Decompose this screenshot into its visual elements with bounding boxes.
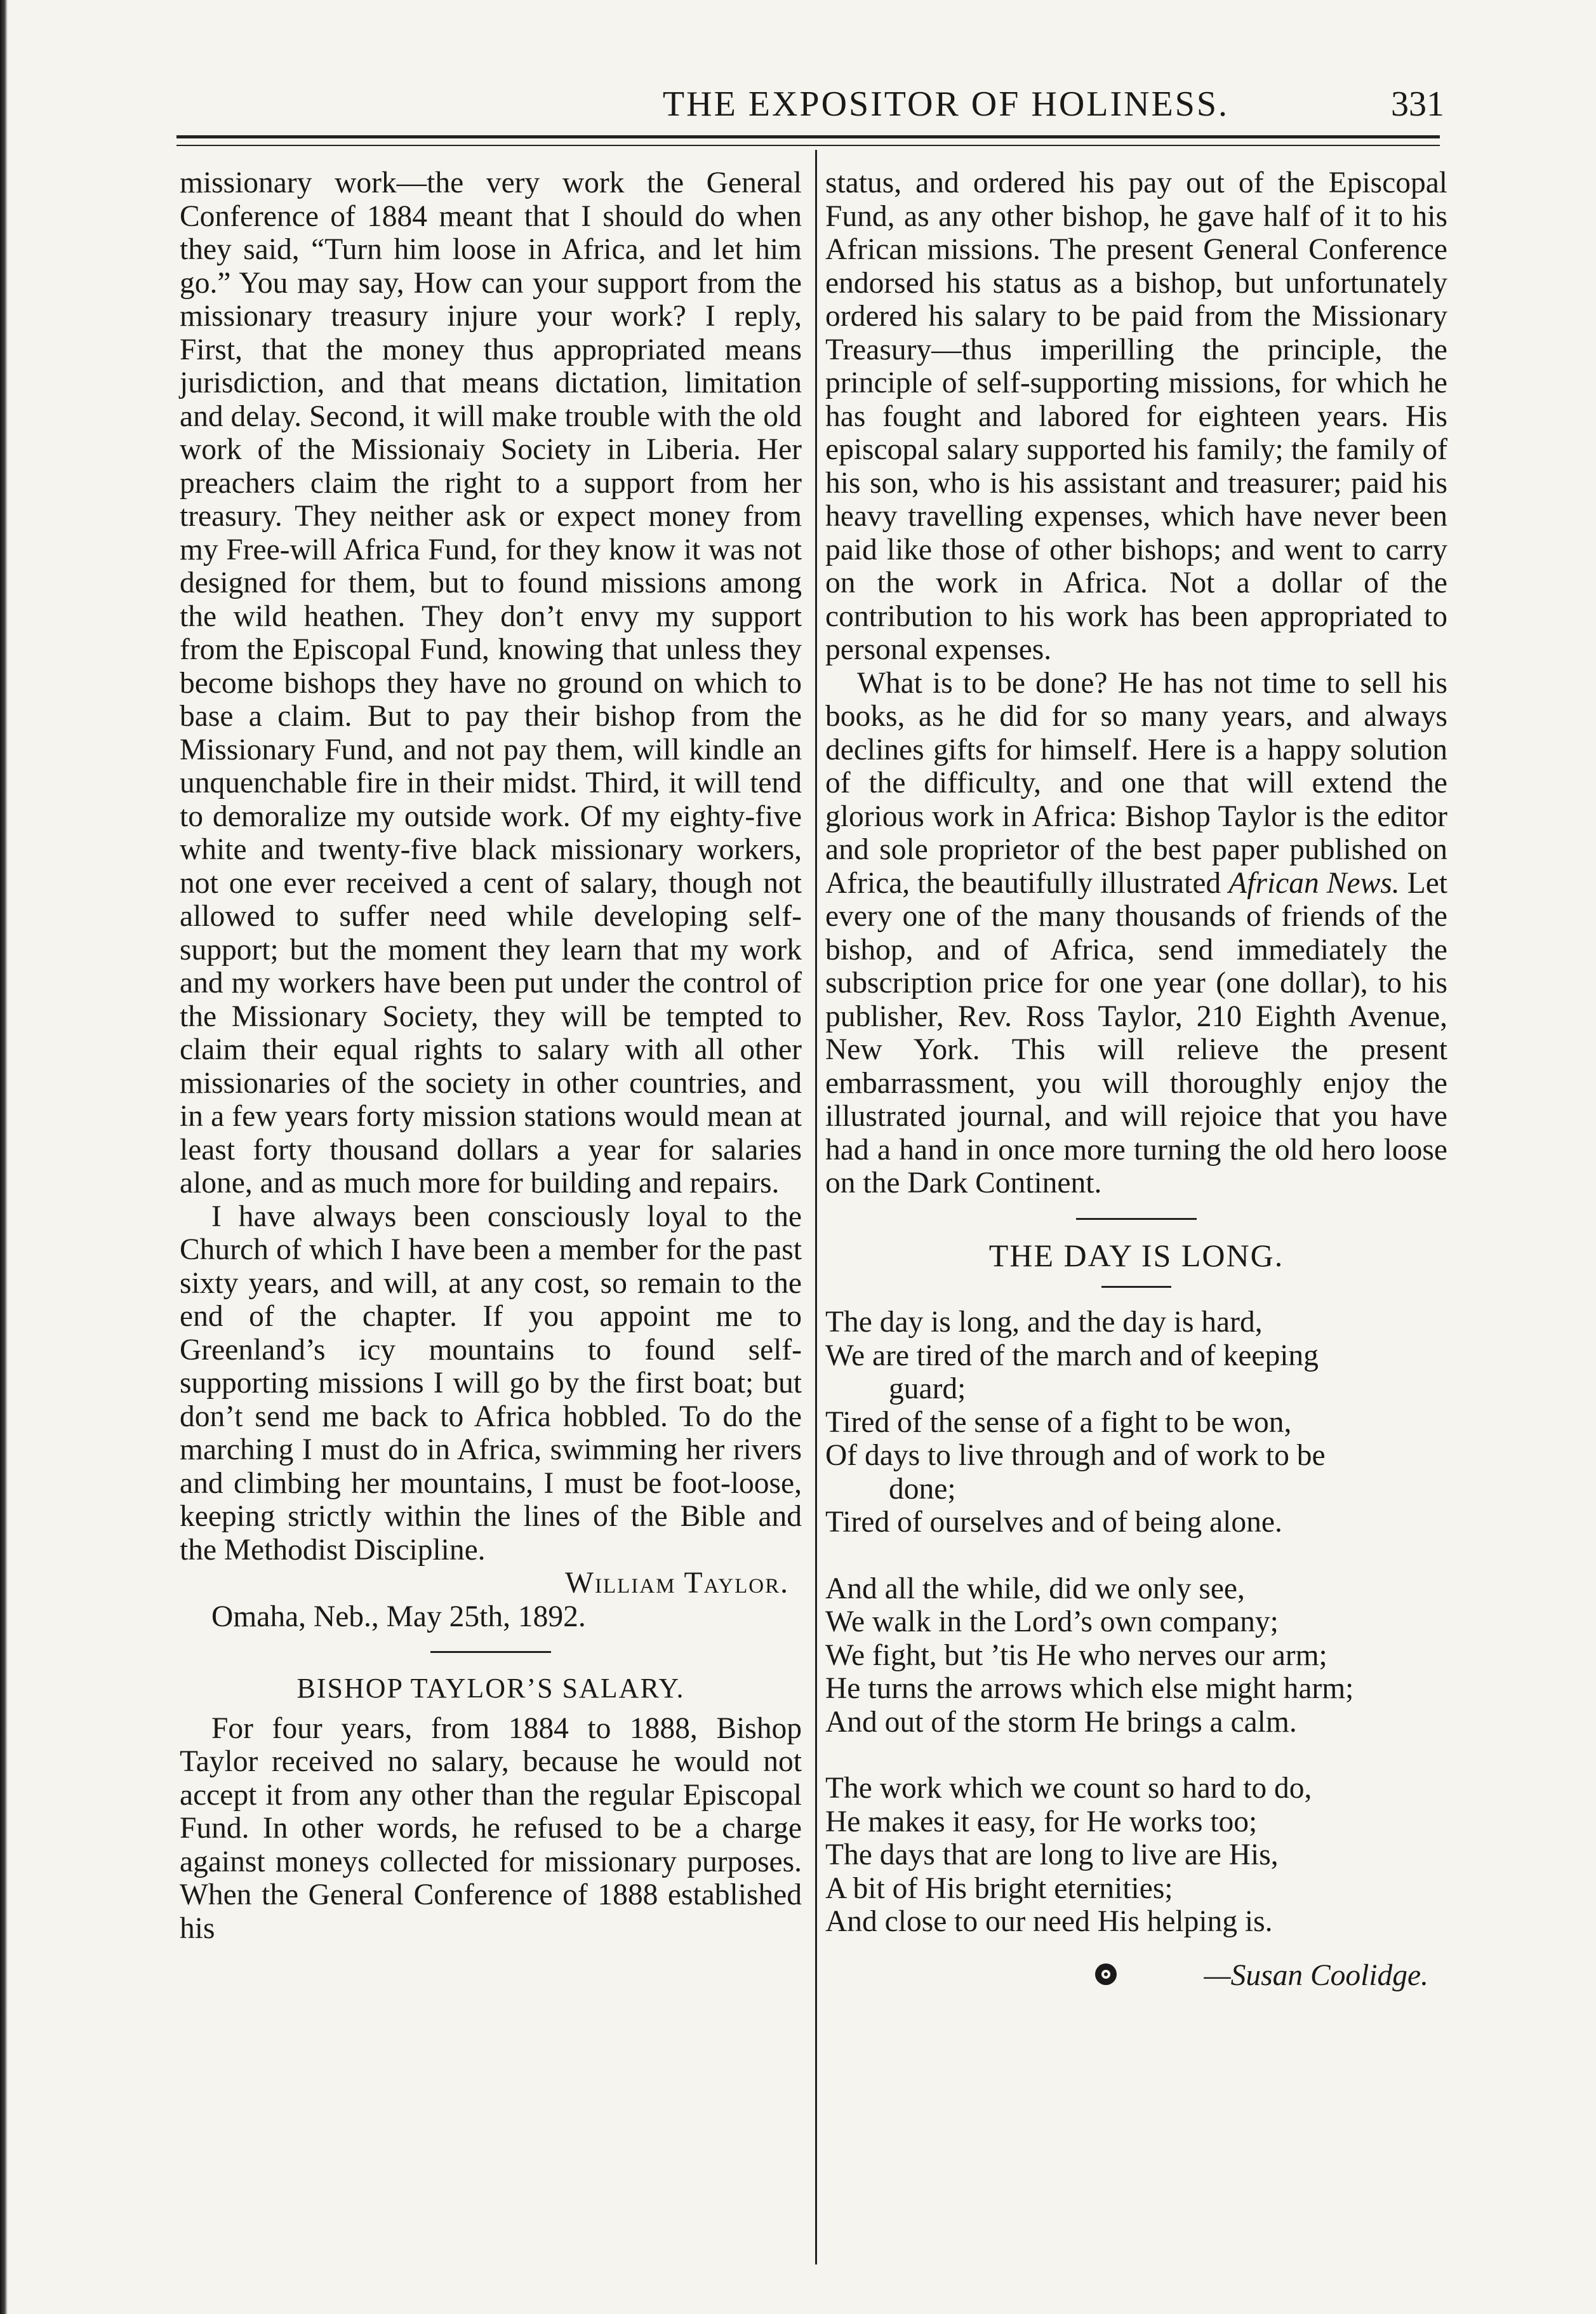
poem-stanza-1 — [825, 1306, 1447, 1539]
poem-line: And all the while, did we only see, — [825, 1572, 1245, 1605]
letter-dateline: Omaha, Neb., May 25th, 1892. — [211, 1600, 586, 1633]
poem-attribution: —Susan Coolidge. — [1204, 1958, 1428, 1992]
poem — [825, 1306, 1447, 1992]
salary-continued-paragraph: status, and ordered his pay out of the Episcopal Fund, as any other bishop, he gave half of it to his African missions. The present General Conference endorsed his status as a bishop, but unfortunately ordered his salary to be paid from the Missionary Treasury—thus imperilling the principle, the principle of self-supporting missions, for which he has fought and labored for eighteen years. His episcopal salary supported his family; the family of his son, who is his assistant and treasurer; paid his heavy travelling expenses, which have never been paid like those of other bishops; and went to carry on the work in Africa. Not a dollar of the contribution to his work has been appropriated to personal expenses. — [825, 166, 1447, 666]
solution-paragraph-text: What is to be done? He has not time to sell his books, as he did for so many years, and always declines gifts for himself. Here is a happy solution of the difficulty, and one that will extend the glorious work in Africa: Bishop Taylor is the editor and sole proprietor of the best paper published on Africa, the beautifully illustrated — [825, 666, 1447, 900]
solution-paragraph — [825, 667, 1447, 1200]
paper-name: African News. — [1228, 866, 1400, 900]
solution-paragraph-text-continued: Let every one of the many thousands of friends of the bishop, and of Africa, send immediately the subscription price for one year (one dollar), to his publisher, Rev. Ross Taylor, 210 Eighth Avenue, New York. This will relieve the present embarrassment, you will thoroughly enjoy the illustrated journal, and will rejoice that you have had a hand in once more turning the old hero loose on the Dark Continent. — [825, 866, 1447, 1200]
poem-stanza-2 — [825, 1572, 1447, 1739]
poem-line: And close to our need His helping is. — [825, 1905, 1273, 1938]
salary-paragraph: For four years, from 1884 to 1888, Bishop Taylor received no salary, because he would not accept it from any other than the regular Episcopal Fund. In other words, he refused to be a charge against moneys collected for missionary purposes. When the General Conference of 1888 established his — [180, 1711, 802, 1945]
header-rule-thick — [176, 135, 1440, 138]
poem-line: done; — [889, 1472, 956, 1506]
poem-line: He turns the arrows which else might harm; — [825, 1672, 1354, 1705]
poem-divider — [1076, 1218, 1197, 1220]
letter-signature: William Taylor. — [565, 1567, 789, 1600]
poem-line: guard; — [889, 1372, 966, 1405]
poem-line: Of days to live through and of work to be — [825, 1439, 1326, 1472]
poem-line: Tired of the sense of a fight to be won, — [825, 1405, 1292, 1439]
column-divider — [815, 150, 817, 2264]
running-header-title: THE EXPOSITOR OF HOLINESS. — [662, 84, 1230, 124]
letter-paragraph-1: missionary work—the very work the General Conference of 1884 meant that I should do when they said, “Turn him loose in Africa, and let him go.” You may say, How can your support from the missionary treasury injure your work? I reply, First, that the money thus appropriated means jurisdiction, and that means dictation, limitation and delay. Second, it will make trouble with the old work of the Missionaiy Society in Liberia. Her preachers claim the right to a support from her treasury. They neither ask or expect money from my Free-will Africa Fund, for they know it was not designed for them, but to found missions among the wild heathen. They don’t envy my support from the Episcopal Fund, knowing that unless they become bishops they have no ground on which to base a claim. But to pay their bishop from the Missionary Fund, and not pay them, will kindle an unquenchable fire in their midst. Third, it will tend to demoralize my outside work. Of my eighty-five white and twenty-five black missionary workers, not one ever received a cent of salary, though not allowed to suffer need while developing self-support; but the moment they learn that my work and my workers have been put under the control of the Missionary Society, they will be tempted to claim their equal rights to salary with all other missionaries of the society in other countries, and in a few years forty mission stations would mean at least forty thousand dollars a year for salaries alone, and as much more for building and repairs. — [180, 166, 802, 1200]
poem-line: The days that are long to live are His, — [825, 1838, 1279, 1871]
poem-attribution-line — [825, 1959, 1447, 1993]
poem-title-rule — [1101, 1286, 1171, 1288]
poem-line: He makes it easy, for He works too; — [825, 1805, 1258, 1838]
page-number: 331 — [1391, 84, 1444, 124]
poem-line: We walk in the Lord’s own company; — [825, 1605, 1279, 1638]
poem-line: A bit of His bright eternities; — [825, 1871, 1173, 1905]
poem-stanza-3 — [825, 1772, 1447, 1939]
poem-line: We fight, but ’tis He who nerves our arm; — [825, 1638, 1327, 1672]
poem-line: And out of the storm He brings a calm. — [825, 1705, 1297, 1739]
poem-title: THE DAY IS LONG. — [988, 1237, 1284, 1273]
salary-section-title: BISHOP TAYLOR’S SALARY. — [296, 1673, 685, 1704]
page-binding-edge — [0, 0, 8, 2314]
left-column — [180, 166, 802, 1945]
fleuron-icon — [1092, 1960, 1120, 1988]
letter-paragraph-2: I have always been consciously loyal to the Church of which I have been a member for the past sixty years, and will, at any cost, so remain to the end of the chapter. If you appoint me to Greenland’s icy mountains to found self-supporting missions I will go by the first boat; but don’t send me back to Africa hobbled. To do the marching I must do in Africa, swimming her rivers and climbing her mountains, I must be foot-loose, keeping strictly within the lines of the Bible and the Methodist Discipline. — [180, 1200, 802, 1567]
poem-line: The work which we count so hard to do, — [825, 1772, 1312, 1805]
poem-line: The day is long, and the day is hard, — [825, 1306, 1263, 1339]
poem-line: We are tired of the march and of keeping — [825, 1339, 1319, 1372]
poem-line: Tired of ourselves and of being alone. — [825, 1506, 1282, 1539]
right-column — [825, 166, 1447, 1992]
section-divider — [430, 1651, 551, 1653]
header-rule-thin — [176, 145, 1440, 146]
